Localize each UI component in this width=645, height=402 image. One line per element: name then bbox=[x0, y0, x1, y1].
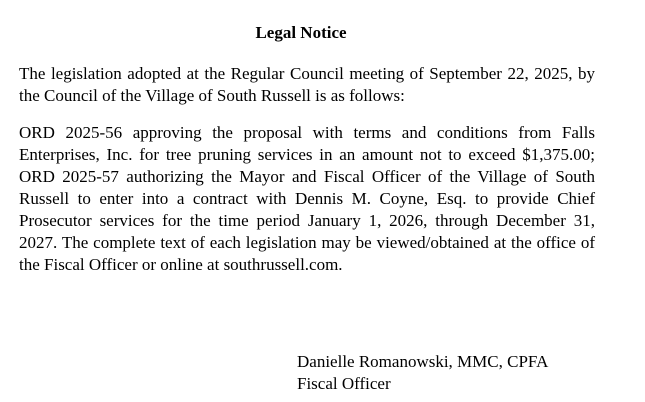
notice-title: Legal Notice bbox=[255, 23, 347, 42]
signature-block bbox=[297, 351, 548, 395]
signatory-role: Fiscal Officer bbox=[297, 374, 391, 393]
signatory-name: Danielle Romanowski, MMC, CPFA bbox=[297, 352, 549, 371]
intro-paragraph: The legislation adopted at the Regular Council meeting of September 22, 2025, by the Council of the Village of South Russell is as follows: bbox=[19, 64, 595, 105]
legislation-paragraph: ORD 2025-56 approving the proposal with terms and conditions from Falls Enterprises, Inc. for tree pruning services in an amount not to exceed $1,375.00; ORD 2025-57 authorizing the Mayor and Fiscal Officer of the Village of South Russell to enter into a contract with Dennis M. Coyne, Esq. to provide Chief Prosecutor services for the time period January 1, 2026, through December 31, 2027. The complete text of each legislation may be viewed/obtained at the office of the Fiscal Officer or online at southrussell.com. bbox=[19, 123, 595, 274]
